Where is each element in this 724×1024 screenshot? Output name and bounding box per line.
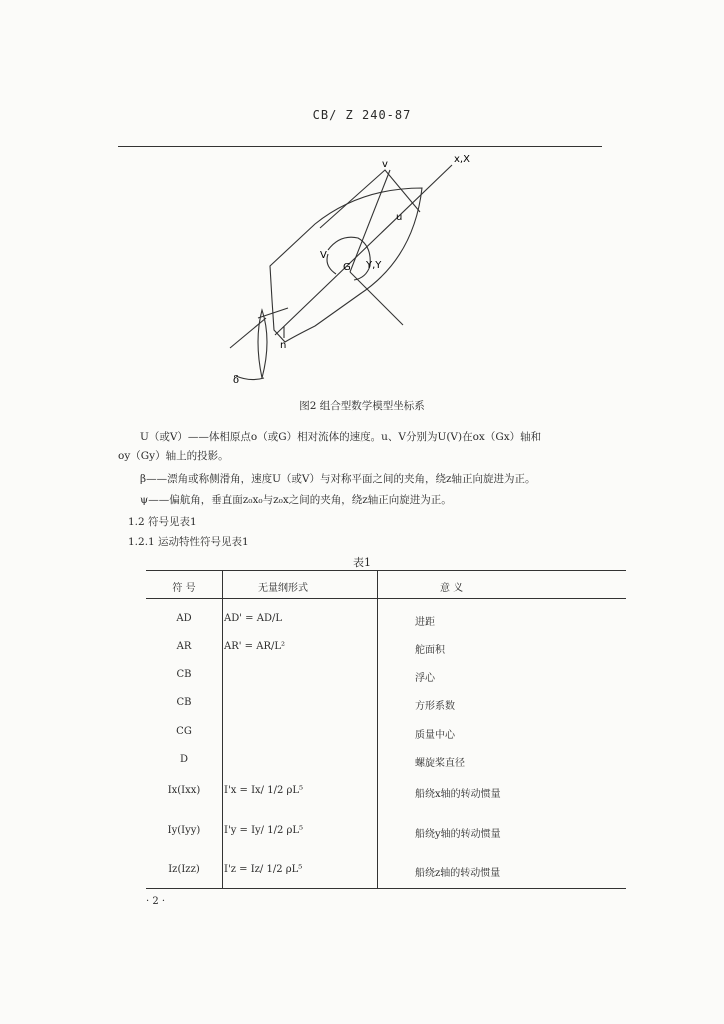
figure-caption: 图2 组合型数学模型坐标系 [299, 400, 425, 412]
drift-arc [327, 254, 336, 274]
table-caption: 表1 [353, 556, 371, 569]
table-row-meaning: 船绕z轴的转动惯量 [415, 868, 501, 879]
table-row-formula: I'x = Ix/ 1/2 ρL⁵ [224, 785, 304, 796]
paragraph-velocity-line2: oy（Gy）轴上的投影。 [118, 450, 229, 462]
table-row-meaning: 浮心 [415, 673, 435, 684]
body-axes-box [320, 170, 420, 228]
page-number: · 2 · [146, 896, 166, 907]
table-row-meaning: 船绕x轴的转动惯量 [415, 789, 501, 800]
table-row-symbol: AR [176, 641, 192, 652]
table-row-formula: I'z = Iz/ 1/2 ρL⁵ [224, 864, 303, 875]
table-row-symbol: CB [176, 697, 192, 708]
y-axis-line [350, 272, 403, 325]
table-row-symbol: AD [176, 613, 192, 624]
delta-line [230, 318, 266, 348]
table-header-formula: 无量纲形式 [258, 583, 308, 594]
delta-arc [236, 376, 264, 380]
paragraph-yaw-angle: ψ——偏航角，垂直面z₀x₀与z₀x之间的夹角，绕z轴正向旋进为正。 [140, 494, 452, 506]
table-header-symbol: 符 号 [172, 583, 196, 594]
x-axis-line [275, 165, 452, 335]
table-row-symbol: CG [176, 726, 192, 737]
table-row-meaning: 进距 [415, 617, 435, 628]
table-row-meaning: 船绕y轴的转动惯量 [415, 829, 501, 840]
table-row-meaning: 方形系数 [415, 701, 455, 712]
label-yy: Y,Y [366, 260, 382, 271]
header-rule [118, 146, 602, 147]
table-header-meaning: 意 义 [440, 583, 464, 594]
paragraph-velocity-line1: U（或V）——体相原点o（或G）相对流体的速度。u、V分别为U(V)在ox（Gx）轴和 [140, 431, 542, 443]
table-row-formula: I'y = Iy/ 1/2 ρL⁵ [224, 825, 304, 836]
coordinate-figure [200, 150, 500, 390]
label-delta: δ [233, 375, 240, 386]
table-row-symbol: Ix(Ixx) [167, 785, 201, 796]
table-row-meaning: 舵面积 [415, 645, 445, 656]
label-n: n [280, 340, 287, 351]
heading-arc [328, 237, 370, 280]
label-xx: x,X [454, 154, 470, 165]
section-1-2: 1.2 符号见表1 [128, 516, 197, 528]
table-row-symbol: Iz(Izz) [168, 864, 200, 875]
table-row-formula: AR' = AR/L² [224, 641, 286, 652]
table-row-meaning: 螺旋桨直径 [415, 758, 465, 769]
doc-header: CB/ Z 240-87 [312, 108, 412, 122]
table-top-rule [146, 570, 626, 571]
paragraph-drift-angle: β——漂角或称侧滑角，速度U（或V）与对称平面之间的夹角，绕z轴正向旋进为正。 [140, 473, 536, 485]
table-row-symbol: Iy(Iyy) [167, 825, 201, 836]
label-u: u [396, 212, 403, 223]
label-big-v: V [320, 250, 327, 261]
table-bottom-rule [146, 888, 626, 889]
table-header-rule [146, 598, 626, 599]
table-row-meaning: 质量中心 [415, 730, 455, 741]
rudder-shape [258, 310, 267, 378]
section-1-2-1: 1.2.1 运动特性符号见表1 [128, 536, 249, 548]
table-col-divider-1 [222, 570, 223, 888]
label-g: G [343, 262, 351, 273]
table-row-formula: AD' = AD/L [224, 613, 282, 624]
table-row-symbol: D [179, 754, 189, 765]
label-v: v [382, 159, 388, 170]
table-col-divider-2 [377, 570, 378, 888]
table-row-symbol: CB [176, 669, 192, 680]
